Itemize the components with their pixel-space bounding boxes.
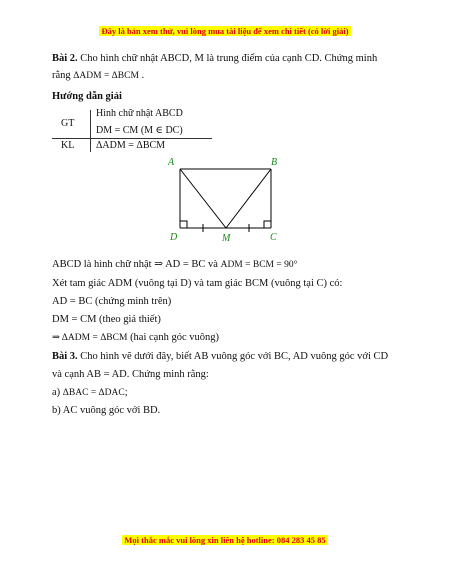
bai3-line1 bbox=[52, 350, 402, 364]
bai3-label: Bài 3. bbox=[52, 351, 78, 362]
solution-line3: AD = BC (chứng minh trên) bbox=[52, 296, 172, 307]
bai3-a-suffix: ; bbox=[124, 387, 128, 398]
table-vertical-divider bbox=[90, 110, 91, 152]
sol-l1-math: ADM = BCM = 90° bbox=[220, 260, 298, 270]
bai2-math: ΔADM = ΔBCM bbox=[73, 71, 139, 81]
gt-line1: Hình chữ nhật ABCD bbox=[96, 108, 183, 119]
segment-bm bbox=[226, 169, 271, 228]
bai2-text2-suffix: . bbox=[138, 70, 145, 81]
bottom-banner bbox=[0, 535, 450, 545]
sol-l5-math: ⇒ ΔADM = ΔBCM bbox=[52, 333, 128, 343]
kl-label: KL bbox=[61, 140, 75, 151]
bai2-text1: Cho hình chữ nhật ABCD, M là trung điểm của cạnh CD. Chứng minh bbox=[77, 53, 378, 64]
sol-l1-text: ABCD là hình chữ nhật ⇒ AD = BC và bbox=[52, 259, 221, 270]
bai2-label: Bài 2. bbox=[52, 53, 78, 64]
solution-line2: Xét tam giác ADM (vuông tại D) và tam giác BCM (vuông tại C) có: bbox=[52, 278, 343, 289]
bai3-item-b: b) AC vuông góc với BD. bbox=[52, 405, 161, 416]
bottom-banner-text: Mọi thắc mắc vui lòng xin liên hệ hotline: 084 283 45 85 bbox=[124, 535, 326, 545]
right-angle-d bbox=[180, 221, 187, 228]
gt-label: GT bbox=[61, 118, 75, 129]
solution-line1 bbox=[52, 258, 402, 272]
bai2-text2-prefix: rằng bbox=[52, 70, 74, 81]
label-a: A bbox=[168, 157, 175, 168]
guide-heading: Hướng dẫn giải bbox=[52, 91, 122, 102]
top-banner bbox=[0, 26, 450, 36]
bai3-line2: và cạnh AB = AD. Chứng minh rằng: bbox=[52, 369, 209, 380]
right-angle-c bbox=[264, 221, 271, 228]
gt-line2: DM = CM (M ∈ DC) bbox=[96, 125, 183, 136]
gt-kl-table bbox=[52, 110, 212, 152]
bai3-a-label: a) bbox=[52, 387, 63, 398]
label-c: C bbox=[270, 232, 277, 243]
bai3-item-a bbox=[52, 386, 402, 400]
solution-line5 bbox=[52, 331, 402, 345]
segment-am bbox=[180, 169, 226, 228]
label-m: M bbox=[222, 233, 231, 244]
bai2-line2 bbox=[52, 69, 402, 83]
bai3-text1: Cho hình vẽ dưới đây, biết AB vuông góc với BC, AD vuông góc với CD bbox=[77, 351, 389, 362]
label-d: D bbox=[170, 232, 178, 243]
sol-l5-text: (hai cạnh góc vuông) bbox=[127, 332, 219, 343]
kl-value: ΔADM = ΔBCM bbox=[96, 140, 166, 151]
table-horizontal-divider bbox=[52, 138, 212, 139]
bai3-a-math: ΔBAC = ΔDAC bbox=[62, 388, 125, 398]
top-banner-text: Đây là bản xem thử, vui lòng mua tài liệu để xem chi tiết (có lời giải) bbox=[101, 26, 349, 36]
bai2-line1 bbox=[52, 52, 402, 66]
rectangle-figure bbox=[0, 150, 450, 250]
label-b: B bbox=[271, 157, 278, 168]
solution-line4: DM = CM (theo giả thiết) bbox=[52, 314, 161, 325]
